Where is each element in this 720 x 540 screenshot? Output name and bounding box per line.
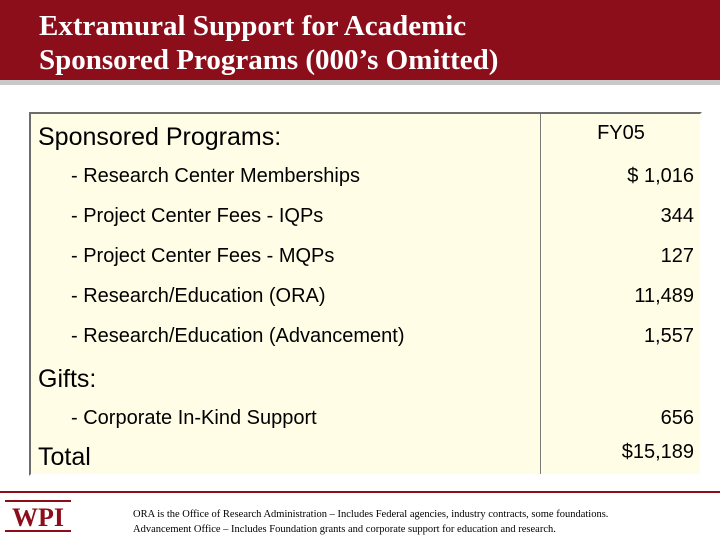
support-table	[29, 112, 702, 476]
row-value-mqps: 127	[660, 245, 694, 267]
row-label-ora: - Research/Education (ORA)	[71, 285, 326, 307]
row-value-research-center: $ 1,016	[627, 165, 694, 187]
column-header-fy05: FY05	[597, 122, 645, 144]
slide-title-line-2: Sponsored Programs (000’s Omitted)	[39, 44, 499, 76]
row-label-mqps: - Project Center Fees - MQPs	[71, 245, 335, 267]
title-divider	[0, 80, 720, 85]
row-label-research-center: - Research Center Memberships	[71, 165, 360, 187]
section-heading-sponsored: Sponsored Programs:	[38, 123, 282, 151]
row-label-iqps: - Project Center Fees - IQPs	[71, 205, 324, 227]
wpi-logo	[3, 498, 73, 534]
row-value-iqps: 344	[660, 205, 694, 227]
footnote-ora: ORA is the Office of Research Administration – Includes Federal agencies, industry contracts, some foundations.	[133, 509, 609, 520]
row-value-ora: 11,489	[634, 285, 694, 307]
footer-divider	[0, 491, 720, 493]
section-heading-gifts: Gifts:	[38, 365, 97, 393]
row-label-advancement: - Research/Education (Advancement)	[71, 325, 405, 347]
title-bar	[0, 0, 720, 80]
row-value-in-kind: 656	[660, 407, 694, 429]
total-label: Total	[38, 443, 91, 471]
logo-text: WPI	[12, 503, 64, 532]
slide-title-line-1: Extramural Support for Academic	[39, 10, 467, 42]
column-divider-highlight	[541, 114, 542, 474]
row-label-in-kind: - Corporate In-Kind Support	[71, 407, 317, 429]
row-value-advancement: 1,557	[643, 325, 694, 347]
total-value: $15,189	[621, 441, 694, 463]
footnote-advancement: Advancement Office – Includes Foundation grants and corporate support for education and research.	[133, 524, 556, 535]
